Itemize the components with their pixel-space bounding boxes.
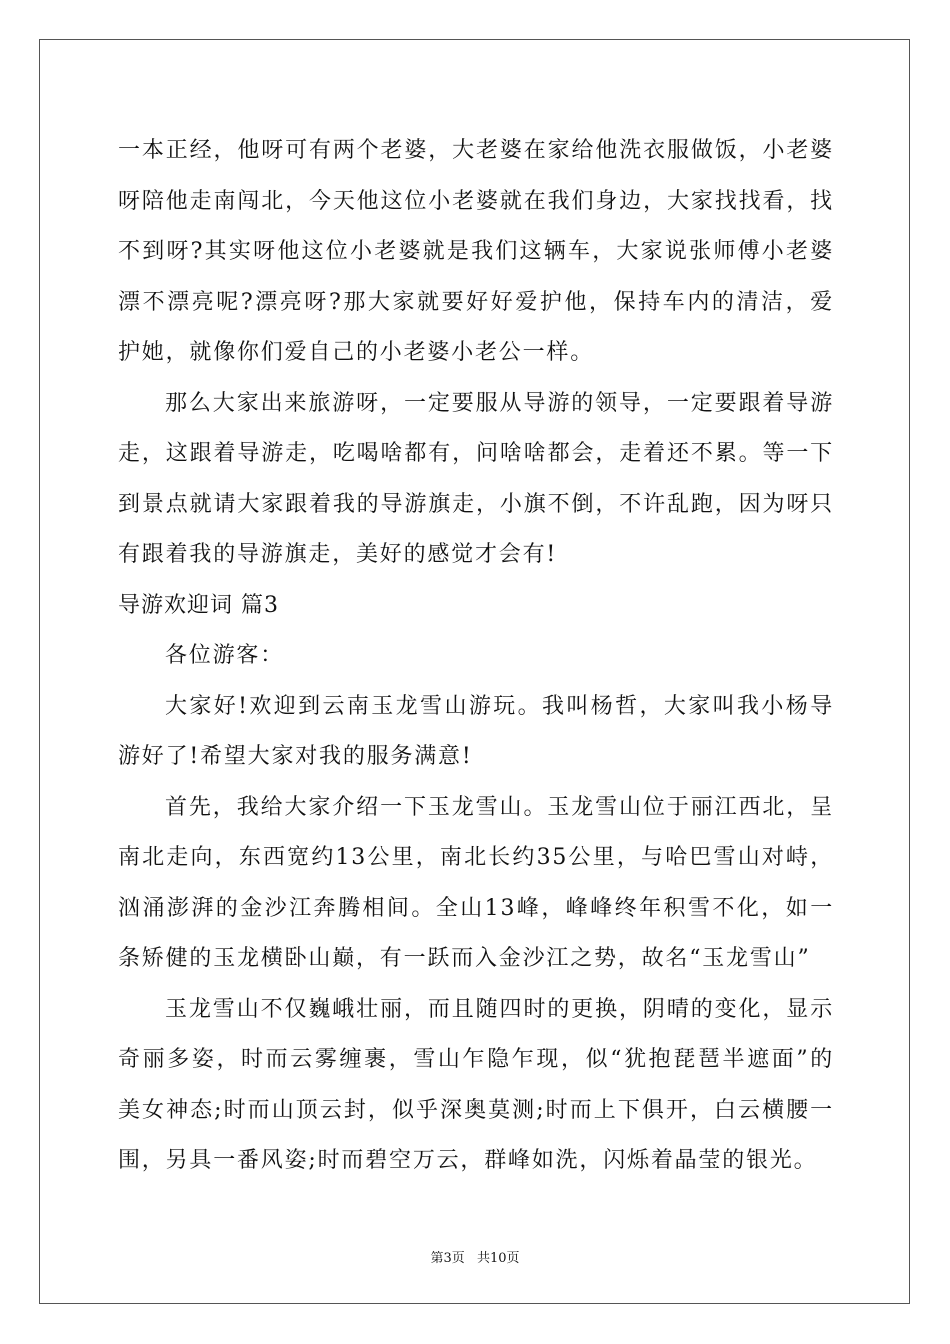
section-heading: 导游欢迎词 篇3 — [118, 592, 279, 618]
page-footer — [0, 1247, 950, 1266]
paragraph: 大家好!欢迎到云南玉龙雪山游玩。我叫杨哲，大家叫我小杨导游好了!希望大家对我的服务满意! — [118, 693, 834, 769]
paragraph: 首先，我给大家介绍一下玉龙雪山。玉龙雪山位于丽江西北，呈南北走向，东西宽约13公里，南北长约35公里，与哈巴雪山对峙，汹涌澎湃的金沙江奔腾相间。全山13峰，峰峰终年积雪不化，如一条矫健的玉龙横卧山巅，有一跃而入金沙江之势，故名“玉龙雪山” — [118, 794, 834, 971]
greeting-line: 各位游客： — [165, 643, 285, 668]
page-number: 第3页 — [430, 1251, 465, 1266]
paragraph: 那么大家出来旅游呀，一定要服从导游的领导，一定要跟着导游走，这跟着导游走，吃喝啥都有，问啥啥都会，走着还不累。等一下到景点就请大家跟着我的导游旗走，小旗不倒，不许乱跑，因为呀只有跟着我的导游旗走，美好的感觉才会有! — [118, 390, 834, 567]
paragraph: 一本正经，他呀可有两个老婆，大老婆在家给他洗衣服做饭，小老婆呀陪他走南闯北，今天他这位小老婆就在我们身边，大家找找看，找不到呀?其实呀他这位小老婆就是我们这辆车，大家说张师傅小老婆漂不漂亮呢?漂亮呀?那大家就要好好爱护他，保持车内的清洁，爱护她，就像你们爱自己的小老婆小老公一样。 — [118, 138, 834, 365]
paragraph: 玉龙雪山不仅巍峨壮丽，而且随四时的更换，阴晴的变化，显示奇丽多姿，时而云雾缠裹，雪山乍隐乍现，似“犹抱琵琶半遮面”的美女神态;时而山顶云封，似乎深奥莫测;时而上下俱开，白云横腰一围，另具一番风姿;时而碧空万云，群峰如洗，闪烁着晶莹的银光。 — [118, 996, 834, 1173]
document-body — [118, 126, 834, 1187]
page-total: 共10页 — [476, 1251, 520, 1266]
